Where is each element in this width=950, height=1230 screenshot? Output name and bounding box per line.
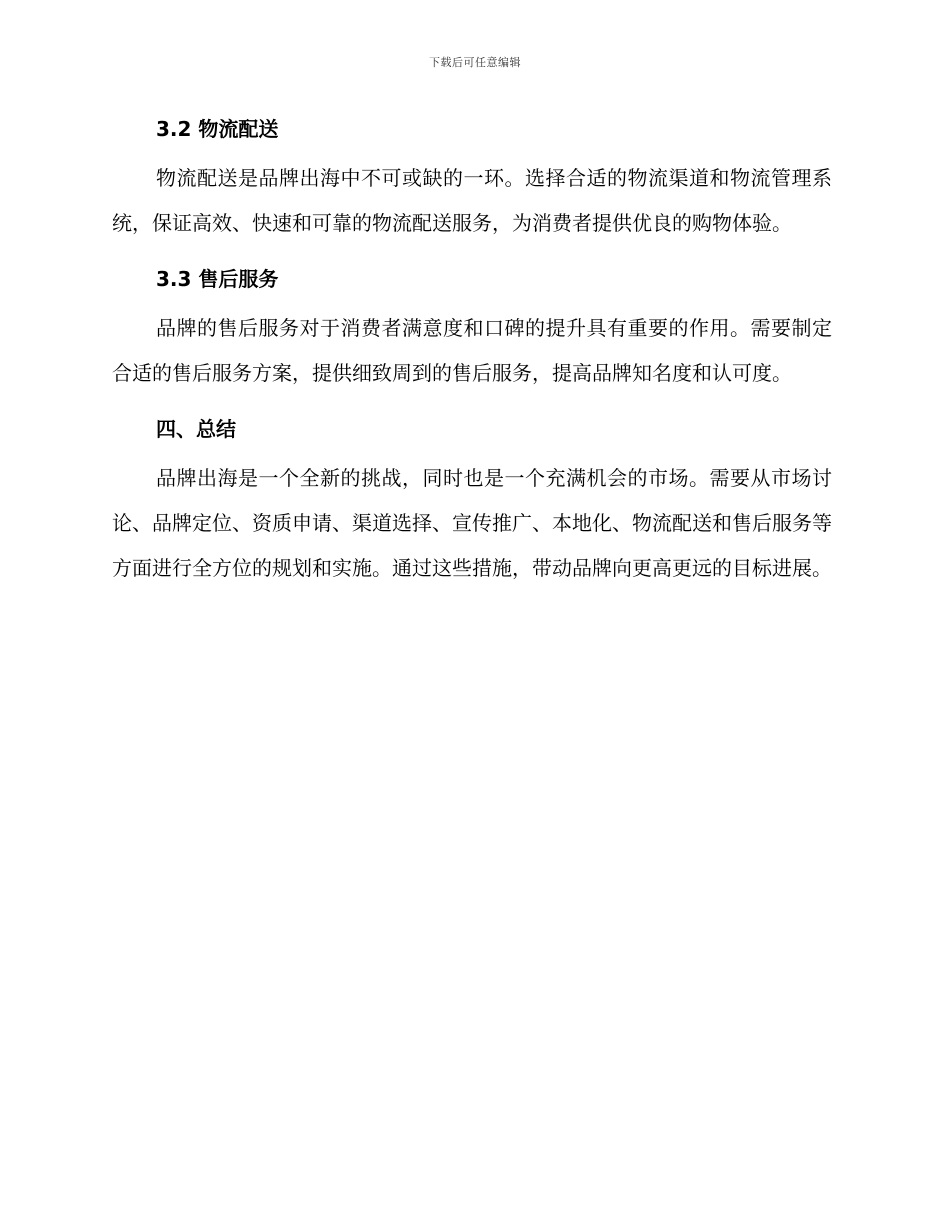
section-paragraph-after-sales: 品牌的售后服务对于消费者满意度和口碑的提升具有重要的作用。需要制定合适的售后服务方案，提供细致周到的售后服务，提高品牌知名度和认可度。 bbox=[112, 316, 832, 385]
page-header-note: 下载后可任意编辑 bbox=[429, 56, 521, 69]
section-paragraph-summary: 品牌出海是一个全新的挑战，同时也是一个充满机会的市场。需要从市场讨论、品牌定位、资质申请、渠道选择、宣传推广、本地化、物流配送和售后服务等方面进行全方位的规划和实施。通过这些措施，带动品牌向更高更远的目标进展。 bbox=[112, 466, 832, 580]
section-heading-after-sales: 3.3 售后服务 bbox=[156, 267, 279, 291]
section-heading-summary: 四、总结 bbox=[156, 417, 236, 441]
section-paragraph-logistics: 物流配送是品牌出海中不可或缺的一环。选择合适的物流渠道和物流管理系统，保证高效、快速和可靠的物流配送服务，为消费者提供优良的购物体验。 bbox=[112, 166, 832, 235]
section-heading-logistics: 3.2 物流配送 bbox=[156, 117, 279, 141]
document-body bbox=[112, 110, 832, 591]
